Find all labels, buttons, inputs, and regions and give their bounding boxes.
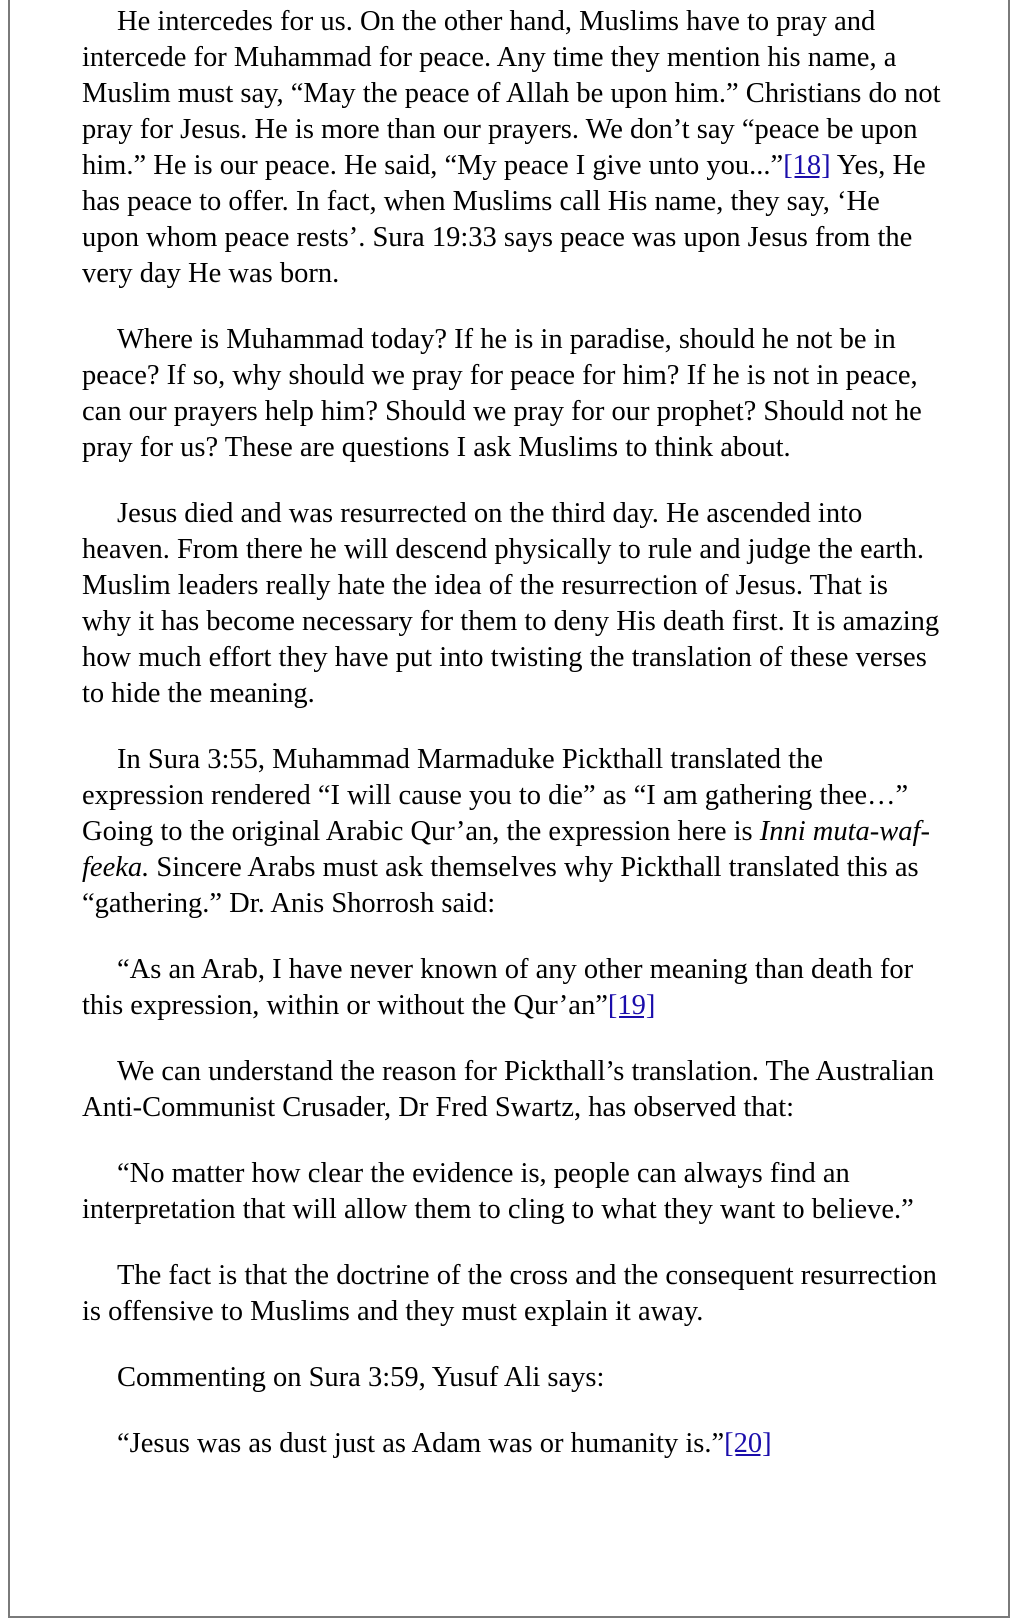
paragraph-yusuf-ali-intro [82,1360,942,1396]
text-segment: The fact is that the doctrine of the cross and the consequent resurrection is offensive to Muslims and they must explain it away. [82,1260,937,1327]
footnote-link-20[interactable]: [20] [724,1428,772,1459]
text-segment: “No matter how clear the evidence is, people can always find an interpretation that will allow them to cling to what they want to believe.” [82,1158,914,1225]
text-segment: Yes, He has peace to offer. In fact, when Muslims call His name, they say, ‘He upon whom peace rests’. Sura 19:33 says peace was upon Jesus from the very day He was born. [82,150,926,289]
text-segment: He intercedes for us. On the other hand, Muslims have to pray and intercede for Muhammad for peace. Any time they mention his name, a Muslim must say, “May the peace of Allah be upon him.” Christians do not pray for Jesus. He is more than our prayers. We don’t say “peace be upon him.” He is our peace. He said, “My peace I give unto you...” [82,6,941,181]
paragraph-intercession [82,4,942,292]
text-segment: “As an Arab, I have never known of any other meaning than death for this expression, within or without the Qur’an” [82,954,914,1021]
paragraph-swartz-quote [82,1156,942,1228]
text-segment: In Sura 3:55, Muhammad Marmaduke Pickthall translated the expression rendered “I will cause you to die” as “I am gathering thee…” Going to the original Arabic Qur’an, the expression here is [82,744,909,847]
footnote-link-18[interactable]: [18] [783,150,831,181]
article-body [82,4,942,1492]
paragraph-pickthall-translation [82,742,942,922]
text-segment: Sincere Arabs must ask themselves why Pickthall translated this as “gathering.” Dr. Anis Shorrosh said: [82,852,919,919]
text-segment: Commenting on Sura 3:59, Yusuf Ali says: [117,1362,605,1393]
paragraph-muhammad-today [82,322,942,466]
text-segment: We can understand the reason for Pickthall’s translation. The Australian Anti-Communist Crusader, Dr Fred Swartz, has observed that: [82,1056,935,1123]
paragraph-shorrosh-quote [82,952,942,1024]
footnote-link-19[interactable]: [19] [607,990,656,1021]
paragraph-swartz-intro [82,1054,942,1126]
text-segment: “Jesus was as dust just as Adam was or humanity is.” [117,1428,725,1459]
paragraph-doctrine-cross [82,1258,942,1330]
arabic-term: Inni muta-waf-feeka. [82,816,930,883]
text-segment: Where is Muhammad today? If he is in paradise, should he not be in peace? If so, why should we pray for peace for him? If he is not in peace, can our prayers help him? Should we pray for our prophet? Should not he pray for us? These are questions I ask Muslims to think about. [82,324,922,463]
text-segment: Jesus died and was resurrected on the third day. He ascended into heaven. From there he will descend physically to rule and judge the earth. Muslim leaders really hate the idea of the resurrection of Jesus. That is why it has become necessary for them to deny His death first. It is amazing how much effort they have put into twisting the translation of these verses to hide the meaning. [82,498,940,709]
paragraph-yusuf-ali-quote [82,1426,942,1462]
paragraph-resurrection [82,496,942,712]
